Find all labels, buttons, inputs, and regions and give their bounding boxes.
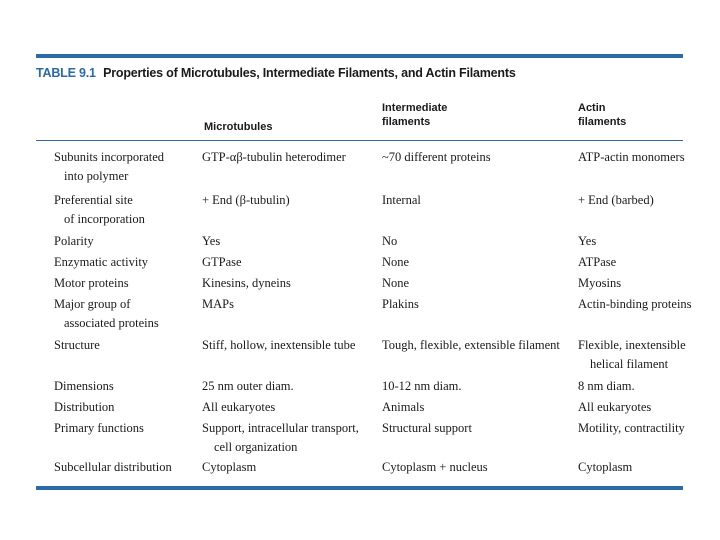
cell-intermediate-filaments (382, 274, 409, 293)
cell-line: Subcellular distribution (54, 460, 172, 474)
cell-intermediate-filaments (382, 336, 560, 355)
row-label (54, 398, 114, 417)
cell-line: All eukaryotes (202, 400, 276, 414)
cell-line: Animals (382, 400, 425, 414)
cell-intermediate-filaments (382, 398, 424, 417)
cell-actin-filaments (578, 148, 685, 167)
cell-actin-filaments (578, 295, 692, 314)
cell-line: ATPase (578, 255, 617, 269)
table-caption (36, 66, 516, 80)
row-label (54, 191, 145, 229)
cell-continuation-line: associated proteins (64, 316, 159, 330)
row-label (54, 253, 148, 272)
cell-line: 8 nm diam. (578, 379, 635, 393)
cell-line: Tough, flexible, extensible filament (382, 338, 560, 352)
cell-line: Myosins (578, 276, 622, 290)
row-label (54, 274, 129, 293)
cell-intermediate-filaments (382, 377, 462, 396)
cell-intermediate-filaments (382, 458, 488, 477)
cell-line: + End (β-tubulin) (202, 193, 290, 207)
column-header-actin-filaments (578, 101, 626, 129)
table-header-rule (36, 140, 683, 141)
cell-intermediate-filaments (382, 232, 397, 251)
cell-line: Actin-binding proteins (578, 297, 692, 311)
cell-line: Primary functions (54, 421, 144, 435)
cell-line: Yes (202, 234, 221, 248)
cell-microtubules (202, 295, 234, 314)
cell-actin-filaments (578, 191, 654, 210)
cell-microtubules (202, 232, 220, 251)
cell-microtubules (202, 419, 359, 457)
cell-continuation-line: helical filament (590, 357, 669, 371)
cell-line: Cytoplasm + nucleus (382, 460, 488, 474)
cell-line: Subunits incorporated (54, 150, 165, 164)
cell-line: Motor proteins (54, 276, 129, 290)
column-header-intermediate-filaments (382, 101, 447, 129)
cell-line: Motility, contractility (578, 421, 685, 435)
cell-actin-filaments (578, 336, 686, 374)
cell-line: ATP-actin monomers (578, 150, 685, 164)
table-top-rule (36, 54, 683, 58)
cell-line: + End (barbed) (578, 193, 654, 207)
cell-line: MAPs (202, 297, 234, 311)
cell-microtubules (202, 336, 355, 355)
cell-line: Kinesins, dyneins (202, 276, 291, 290)
column-header-line: Microtubules (204, 121, 273, 133)
cell-actin-filaments (578, 232, 596, 251)
cell-line: None (382, 255, 410, 269)
cell-line: None (382, 276, 410, 290)
cell-line: Yes (578, 234, 597, 248)
cell-line: Stiff, hollow, inextensible tube (202, 338, 356, 352)
cell-microtubules (202, 191, 290, 210)
cell-actin-filaments (578, 377, 635, 396)
cell-actin-filaments (578, 458, 632, 477)
cell-line: Plakins (382, 297, 419, 311)
cell-line: All eukaryotes (578, 400, 652, 414)
cell-microtubules (202, 274, 291, 293)
table-bottom-rule (36, 486, 683, 490)
cell-line: GTPase (202, 255, 242, 269)
cell-line: GTP-αβ-tubulin heterodimer (202, 150, 346, 164)
cell-line: Structure (54, 338, 100, 352)
cell-actin-filaments (578, 398, 651, 417)
cell-continuation-line: cell organization (214, 440, 298, 454)
row-label (54, 419, 144, 438)
cell-line: No (382, 234, 398, 248)
table-title: Properties of Microtubules, Intermediate Filaments, and Actin Filaments (103, 66, 516, 80)
cell-microtubules (202, 398, 275, 417)
cell-line: Major group of (54, 297, 131, 311)
cell-line: Distribution (54, 400, 115, 414)
table-number: TABLE 9.1 (36, 66, 96, 80)
row-label (54, 458, 172, 477)
cell-line: 10-12 nm diam. (382, 379, 462, 393)
column-header-microtubules (204, 120, 272, 134)
column-header-line: filaments (382, 116, 431, 128)
cell-line: Structural support (382, 421, 472, 435)
cell-line: Support, intracellular transport, (202, 421, 359, 435)
cell-microtubules (202, 458, 256, 477)
cell-intermediate-filaments (382, 191, 421, 210)
cell-line: Internal (382, 193, 421, 207)
cell-microtubules (202, 377, 294, 396)
column-header-line: Actin (578, 102, 606, 114)
cell-line: Enzymatic activity (54, 255, 149, 269)
cell-intermediate-filaments (382, 295, 419, 314)
cell-line: Flexible, inextensible (578, 338, 686, 352)
cell-continuation-line: of incorporation (64, 212, 145, 226)
cell-intermediate-filaments (382, 148, 491, 167)
cell-actin-filaments (578, 419, 685, 438)
cell-line: 25 nm outer diam. (202, 379, 294, 393)
cell-line: Dimensions (54, 379, 114, 393)
cell-microtubules (202, 148, 346, 167)
cell-microtubules (202, 253, 242, 272)
cell-continuation-line: into polymer (64, 169, 129, 183)
cell-actin-filaments (578, 274, 621, 293)
row-label (54, 295, 159, 333)
cell-line: Cytoplasm (578, 460, 633, 474)
row-label (54, 232, 94, 251)
row-label (54, 148, 164, 186)
cell-line: Polarity (54, 234, 94, 248)
cell-intermediate-filaments (382, 419, 472, 438)
cell-line: Preferential site (54, 193, 133, 207)
column-header-line: Intermediate (382, 102, 448, 114)
cell-intermediate-filaments (382, 253, 409, 272)
row-label (54, 377, 114, 396)
cell-line: ~70 different proteins (382, 150, 491, 164)
column-header-line: filaments (578, 116, 627, 128)
cell-line: Cytoplasm (202, 460, 257, 474)
cell-actin-filaments (578, 253, 616, 272)
row-label (54, 336, 100, 355)
